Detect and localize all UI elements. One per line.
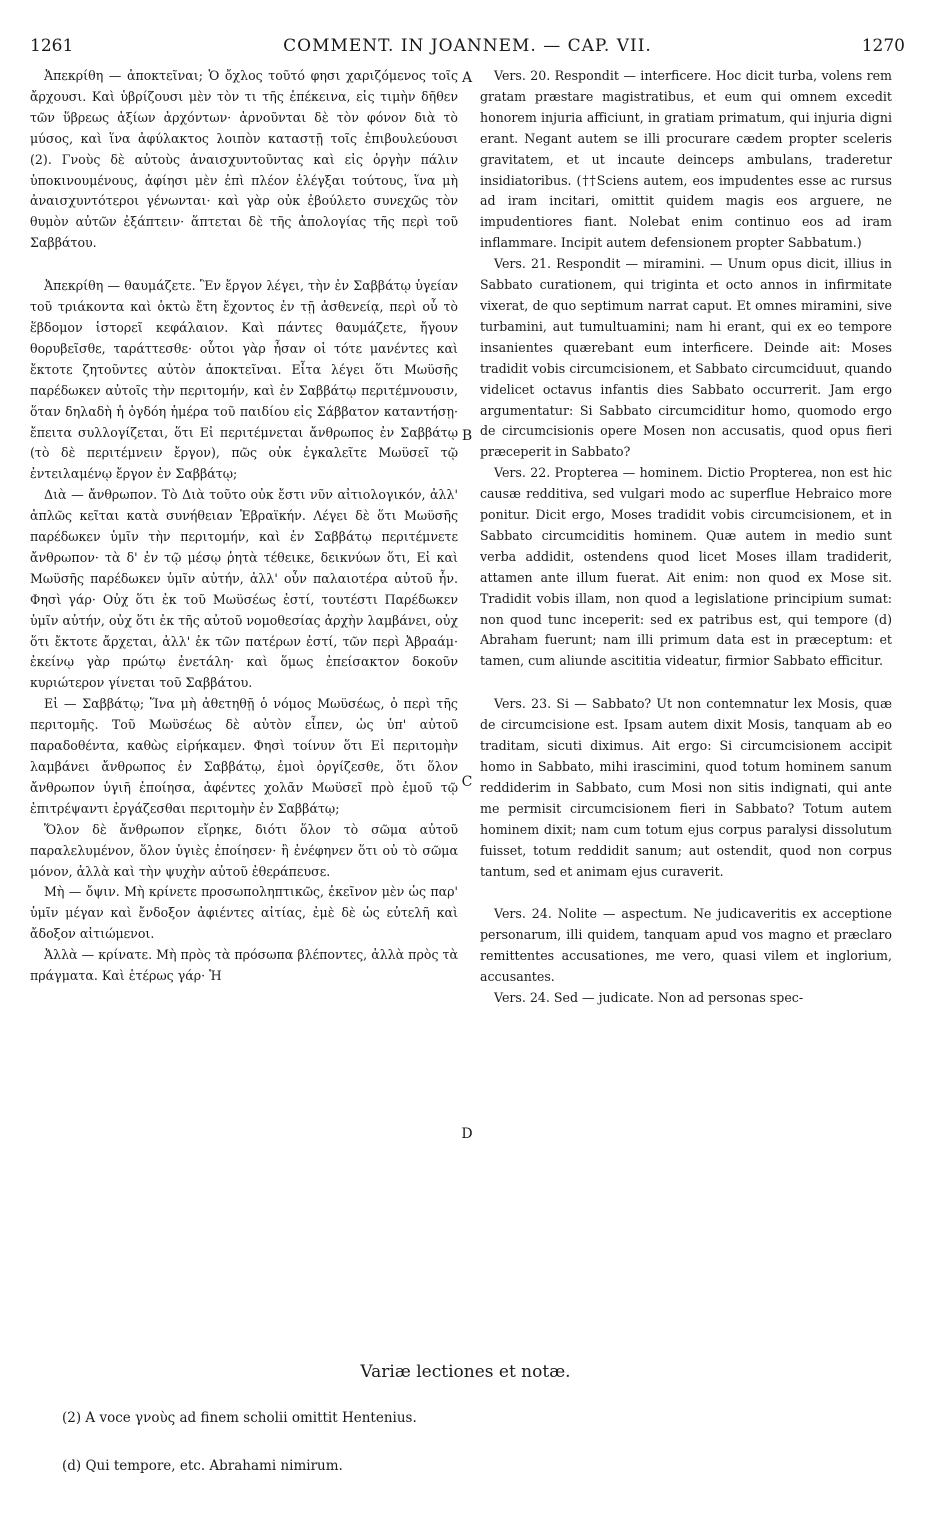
greek-paragraph: Μὴ — ὄψιν. Μὴ κρίνετε προσωποληπτικῶς, ἐκεῖνον μὲν ὡς παρ' ὑμῖν μέγαν καὶ ἔνδοξον ἀφιέντες αἰτίας, ἐμὲ δὲ ὡς εὐτελῆ καὶ ἄδοξον αἰτιώμενοι. <box>30 884 458 942</box>
latin-paragraph: Vers. 20. Respondit — interficere. Hoc dicit turba, volens rem gratam præstare magistratibus, et eum qui omnem excedit honorem injuria afficiunt, in gratiam primatum, qui injuria digni erant. Negant autem se illi procurare cædem propter sceleris gravitatem, et ut incaute deinceps ambulans, traderetur insidiatoribus. (††Sciens autem, eos impudentes esse ac rursus ad iram incitari, omittit quidem magis eos arguere, ne impudentiores fiant. Nolebat enim continuo eos ad iram inflammare. Incipit autem defensionem propter Sabbatum.) <box>480 68 892 251</box>
footnote: (2) A voce γνοὺς ad finem scholii omittit Hentenius. <box>62 1410 417 1426</box>
latin-paragraph: Vers. 22. Propterea — hominem. Dictio Propterea, non est hic causæ redditiva, sed vulgari modo ac superflue Hebraico more ponitur. Dicit ergo, Moses tradidit vobis circumcisionem, et in Sabbato circumciditis hominem. Quæ autem in medio sunt verba addidit, ostendens quod licet Moses illam tradiderit, attamen ante illum fuerat. Ait enim: non quod ex Mose sit. Tradidit vobis illam, non quod a legislatione principium sumat: non quod tunc inceperit: sed ex patribus est, qui tempore (d) Abraham fuerunt; nam illi primum data est in præceptum: et tamen, cum aliunde ascititia videatur, firmior Sabbato efficitur. <box>480 465 892 669</box>
latin-paragraph: Vers. 24. Sed — judicate. Non ad personas spec- <box>494 990 804 1006</box>
greek-paragraph: Διὰ — ἄνθρωπον. Τὸ Διὰ τοῦτο οὐκ ἔστι νῦν αἰτιολογικόν, ἀλλ' ἁπλῶς κεῖται κατὰ συνήθειαν Ἑβραϊκήν. Λέγει δὲ ὅτι Μωϋσῆς παρέδωκεν ὑμῖν τὴν περιτομήν, καὶ ἐν Σαββάτῳ περιτέμνετε ἄνθρωπον· τὰ δ' ἐν τῷ μέσῳ ῥητὰ τέθεικε, δεικνύων ὅτι, Εἰ καὶ Μωϋσῆς παρέδωκεν ὑμῖν αὐτήν, ἀλλ' οὖν παλαιοτέρα αὐτοῦ ἦν. Φησὶ γάρ· Οὐχ ὅτι ἐκ τοῦ Μωϋσέως ἐστί, τουτέστι Παρέδωκεν ὑμῖν αὐτήν, οὐχ ὅτι ἐκ τῆς αὐτοῦ νομοθεσίας ἀρχὴν λαμβάνει, οὐχ ὅτι ἔκτοτε ἄρχεται, ἀλλ' ἐκ τῶν πατέρων ἐστί, τῶν περὶ Ἀβραάμ· ἐκείνῳ γὰρ πρώτῳ ἐνετάλη· καὶ ὅμως ἐπείσακτον δοκοῦν κυριώτερον γίνεται τοῦ Σαββάτου. <box>30 487 458 691</box>
page-number-left: 1261 <box>30 36 74 56</box>
latin-paragraph: Vers. 24. Nolite — aspectum. Ne judicaveritis ex acceptione personarum, illi quidem, tanquam apud vos magno et præclaro remittentes accusationes, me vero, quasi vilem et inglorium, accusantes. <box>480 906 892 985</box>
greek-column <box>30 66 458 987</box>
greek-paragraph: Εἰ — Σαββάτῳ; Ἵνα μὴ ἀθετηθῇ ὁ νόμος Μωϋσέως, ὁ περὶ τῆς περιτομῆς. Τοῦ Μωϋσέως δὲ αὐτὸν εἶπεν, ὡς ὑπ' αὐτοῦ παραδοθέντα, καθὼς εἰρήκαμεν. Φησὶ τοίνυν ὅτι Εἰ περιτομὴν λαμβάνει ἄνθρωπος ἐν Σαββάτῳ, ἐμοὶ ὀργίζεσθε, ὅτι ὅλον ἄνθρωπον ὑγιῆ ἐποίησα, ἀφέντες χολᾶν Μωϋσεῖ πρὸ ἐμοῦ τῷ ἐπιτρέψαντι ἐργάζεσθαι περιτομὴν ἐν Σαββάτῳ; <box>30 696 458 816</box>
notes-heading: Variæ lectiones et notæ. <box>360 1362 571 1382</box>
greek-paragraph: Ὅλον δὲ ἄνθρωπον εἴρηκε, διότι ὅλον τὸ σῶμα αὐτοῦ παραλελυμένον, ὅλον ὑγιὲς ἐποίησεν· ἢ ἐνέφηνεν ὅτι οὐ τὸ σῶμα μόνον, ἀλλὰ καὶ τὴν ψυχὴν αὐτοῦ ἐθεράπευσε. <box>30 821 458 879</box>
greek-paragraph: Ἀλλὰ — κρίνατε. Μὴ πρὸς τὰ πρόσωπα βλέποντες, ἀλλὰ πρὸς τὰ πράγματα. Καὶ ἑτέρως γάρ· Ἡ <box>30 947 458 984</box>
footnote: (d) Qui tempore, etc. Abrahami nimirum. <box>62 1458 343 1474</box>
latin-paragraph: Vers. 23. Si — Sabbato? Ut non contemnatur lex Mosis, quæ de circumcisione est. Ipsam autem dixit Mosis, tanquam ab eo traditam, sicuti diximus. Ait ergo: Si circumcisionem accipit homo in Sabbato, mihi irascimini, quod totum hominem sanum reddiderim in Sabbato, cum Mosi non sitis indignati, qui ante me permisit circumcisionem fieri in Sabbato? Totum autem hominem dixit; nam cum totum ejus corpus paralysi dissolutum fuisset, totum reddidit sanum; aut ostendit, quod non corpus tantum, sed et animam ejus curaverit. <box>480 696 892 879</box>
running-title: COMMENT. IN JOANNEM. — CAP. VII. <box>283 36 652 56</box>
latin-column <box>480 66 892 1009</box>
running-header <box>30 36 905 62</box>
latin-paragraph: Vers. 21. Respondit — miramini. — Unum opus dicit, illius in Sabbato curationem, qui triginta et octo annos in infirmitate vixerat, de quo septimum narrat caput. Et omnes miramini, sive turbamini, aut tumultuamini; nam hi erant, qui ex eo tempore insanientes quærebant eum interficere. Deinde ait: Moses tradidit vobis circumcisionem, et Sabbato circumciduut, quando videlicet octavus infantis dies Sabbato occurrerit. Jam ergo argumentatur: Si Sabbato circumciditur homo, quomodo ergo de circumcisionis opere Mosen non accusatis, quod opus fieri præceperit in Sabbato? <box>480 256 892 460</box>
greek-paragraph: Ἀπεκρίθη — ἀποκτεῖναι; Ὁ ὄχλος τοῦτό φησι χαριζόμενος τοῖς ἄρχουσι. Καὶ ὑβρίζουσι μὲν τὸν τι τῆς ἐπέκεινα, εἰς τιμὴν δῆθεν τῶν ὕβρεως ἀξίων ἀρχόντων· ἀρνοῦνται δὲ τὸν φόνον διὰ τὸ μύσος, καὶ ἵνα ἀφύλακτος λοιπὸν καταστῇ τοῖς ἐπιβουλεύουσι (2). Γνοὺς δὲ αὐτοὺς ἀναισχυντοῦντας καὶ εἰς ὀργὴν πάλιν ὑποκινουμένους, ἀφίησι μὲν ἐπὶ πλέον ἐλέγξαι τούτους, ἵνα μὴ ἀναισχυντότεροι γένωνται· καὶ γὰρ οὐκ ἐβούλετο συνεχῶς τὸν θυμὸν αὐτῶν ἐξάπτειν· ἅπτεται δὲ τῆς ἀπολογίας τῆς περὶ τοῦ Σαββάτου. <box>30 68 458 251</box>
greek-paragraph: Ἀπεκρίθη — θαυμάζετε. Ἓν ἔργον λέγει, τὴν ἐν Σαββάτῳ ὑγείαν τοῦ τριάκοντα καὶ ὀκτὼ ἔτη ἔχοντος ἐν τῇ ἀσθενείᾳ, περὶ οὗ τὸ ἕβδομον ἱστορεῖ κεφάλαιον. Καὶ πάντες θαυμάζετε, ἤγουν θορυβεῖσθε, ταράττεσθε· οὗτοι γὰρ ἦσαν οἱ τότε μανέντες καὶ ἔκτοτε ζητοῦντες αὐτὸν ἀποκτεῖναι. Εἶτα λέγει ὅτι Μωϋσῆς παρέδωκεν αὐτοῖς τὴν περιτομήν, καὶ ἐν Σαββάτῳ περιτέμνουσιν, ὅταν δηλαδὴ ἡ ὀγδόη ἡμέρα τοῦ παιδίου εἰς Σάββατον καταντήσῃ· ἔπειτα συλλογίζεται, ὅτι Εἰ περιτέμνεται ἄνθρωπος ἐν Σαββάτῳ (τὸ δὲ περιτέμνειν ἔργον), πῶς οὐκ ἐγκαλεῖτε Μωϋσεῖ τῷ ἐντειλαμένῳ ἔργον ἐν Σαββάτῳ; <box>30 278 458 482</box>
page-number-right: 1270 <box>861 36 905 56</box>
margin-marker-a: A <box>461 70 473 86</box>
margin-marker-d: D <box>461 1126 473 1142</box>
margin-marker-c: C <box>461 774 473 790</box>
margin-marker-b: B <box>461 428 473 444</box>
